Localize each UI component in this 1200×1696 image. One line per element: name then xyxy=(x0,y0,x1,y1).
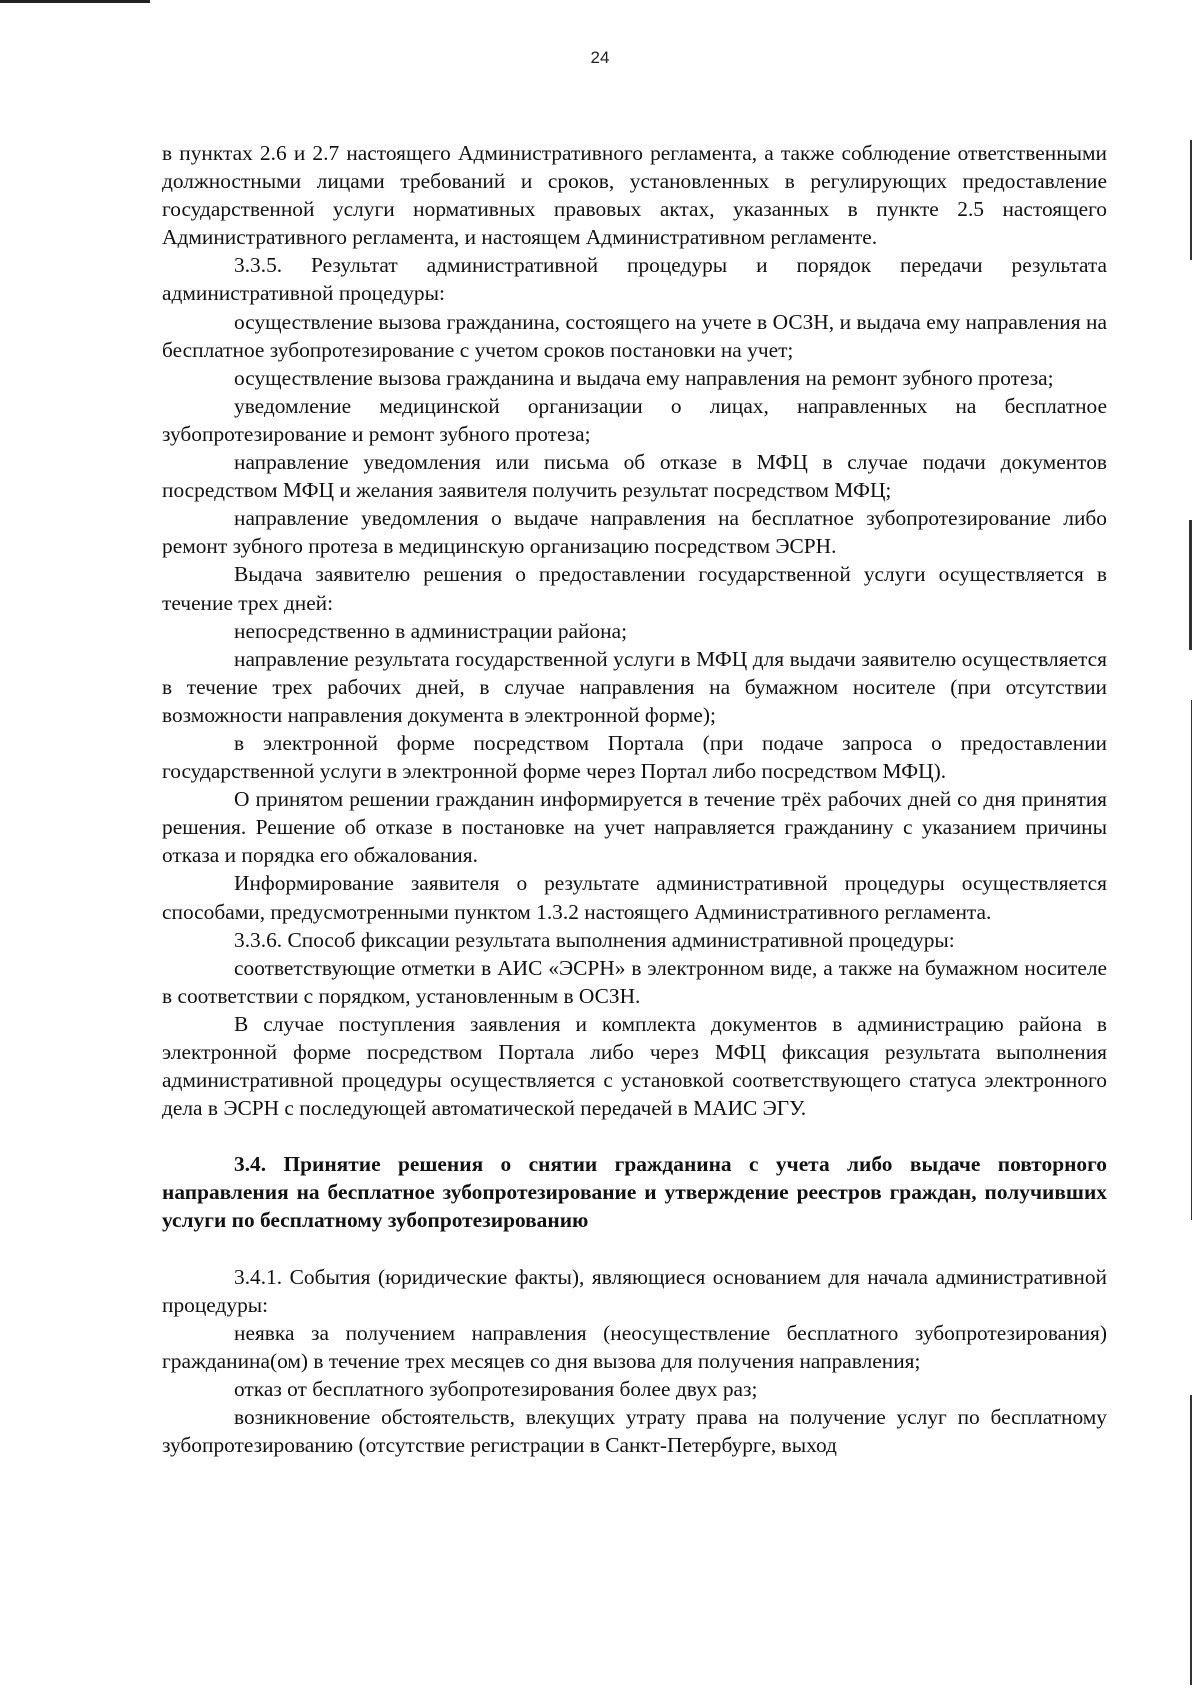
paragraph: направление уведомления или письма об отказе в МФЦ в случае подачи документов посредством МФЦ и желания заявителя получить результат посредством МФЦ; xyxy=(162,450,1107,503)
paragraph: соответствующие отметки в АИС «ЭСРН» в электронном виде, а также на бумажном носителе в соответствии с порядком, установленным в ОСЗН. xyxy=(162,955,1107,1008)
scan-artifact-top xyxy=(0,0,150,3)
paragraph: уведомление медицинской организации о лицах, направленных на бесплатное зубопротезирование и ремонт зубного протеза; xyxy=(162,393,1107,446)
paragraph: непосредственно в администрации района; xyxy=(234,618,628,643)
paragraph: осуществление вызова гражданина и выдача ему направления на ремонт зубного протеза; xyxy=(234,365,1054,390)
paragraph: в электронной форме посредством Портала (при подаче запроса о предоставлении государственной услуги в электронной форме через Портал либо посредством МФЦ). xyxy=(162,730,1107,784)
paragraph: Информирование заявителя о результате административной процедуры осуществляется способами, предусмотренными пунктом 1.3.2 настоящего Административного регламента. xyxy=(162,871,1107,924)
paragraph: 3.3.6. Способ фиксации результата выполнения административной процедуры: xyxy=(234,927,955,952)
paragraph: 3.4.1. События (юридические факты), являющиеся основанием для начала административной процедуры: xyxy=(162,1264,1107,1317)
paragraph: отказ от бесплатного зубопротезирования более двух раз; xyxy=(234,1376,758,1401)
paragraph: О принятом решении гражданин информируется в течение трёх рабочих дней со дня принятия решения. Решение об отказе в постановке на учет направляется гражданину с указанием причины отказа и порядка его обжалования. xyxy=(162,787,1107,868)
document-body xyxy=(162,139,1107,1459)
paragraph: 3.3.5. Результат административной процедуры и порядок передачи результата административной процедуры: xyxy=(162,253,1107,306)
page-number: 24 xyxy=(590,48,610,67)
paragraph: осуществление вызова гражданина, состоящего на учете в ОСЗН, и выдача ему направления на бесплатное зубопротезирование с учетом сроков постановки на учет; xyxy=(162,309,1107,362)
scan-edge-artifact xyxy=(1190,1395,1192,1685)
paragraph: в пунктах 2.6 и 2.7 настоящего Административного регламента, а также соблюдение ответственными должностными лицами требований и сроков, установленных в регулирующих предоставление государственной услуги нормативных правовых актах, указанных в пункте 2.5 настоящего Административного регламента, и настоящем Административном регламенте. xyxy=(162,141,1107,250)
paragraph: неявка за получением направления (неосуществление бесплатного зубопротезирования) гражданина(ом) в течение трех месяцев со дня вызова для получения направления; xyxy=(162,1320,1107,1373)
scan-edge-artifact xyxy=(1189,520,1192,650)
paragraph: направление результата государственной услуги в МФЦ для выдачи заявителю осуществляется в течение трех рабочих дней, в случае направления на бумажном носителе (при отсутствии возможности направления документа в электронной форме); xyxy=(162,646,1107,727)
paragraph: возникновение обстоятельств, влекущих утрату права на получение услуг по бесплатному зубопротезированию (отсутствие регистрации в Санкт-Петербурге, выход xyxy=(162,1405,1107,1458)
paragraph: Выдача заявителю решения о предоставлении государственной услуги осуществляется в течение трех дней: xyxy=(162,562,1107,615)
paragraph: направление уведомления о выдаче направления на бесплатное зубопротезирование либо ремонт зубного протеза в медицинскую организацию посредством ЭСРН. xyxy=(162,506,1107,559)
scan-edge-artifact xyxy=(1190,140,1192,260)
scan-edge-artifact xyxy=(1191,700,1192,1220)
section-heading: 3.4. Принятие решения о снятии гражданина с учета либо выдаче повторного направления на бесплатное зубопротезирование и утверждение реестров граждан, получивших услуги по бесплатному зубопротезированию xyxy=(162,1152,1107,1233)
paragraph: В случае поступления заявления и комплекта документов в администрацию района в электронной форме посредством Портала либо через МФЦ фиксация результата выполнения административной процедуры осуществляется с установкой соответствующего статуса электронного дела в ЭСРН с последующей автоматической передачей в МАИС ЭГУ. xyxy=(162,1011,1107,1121)
